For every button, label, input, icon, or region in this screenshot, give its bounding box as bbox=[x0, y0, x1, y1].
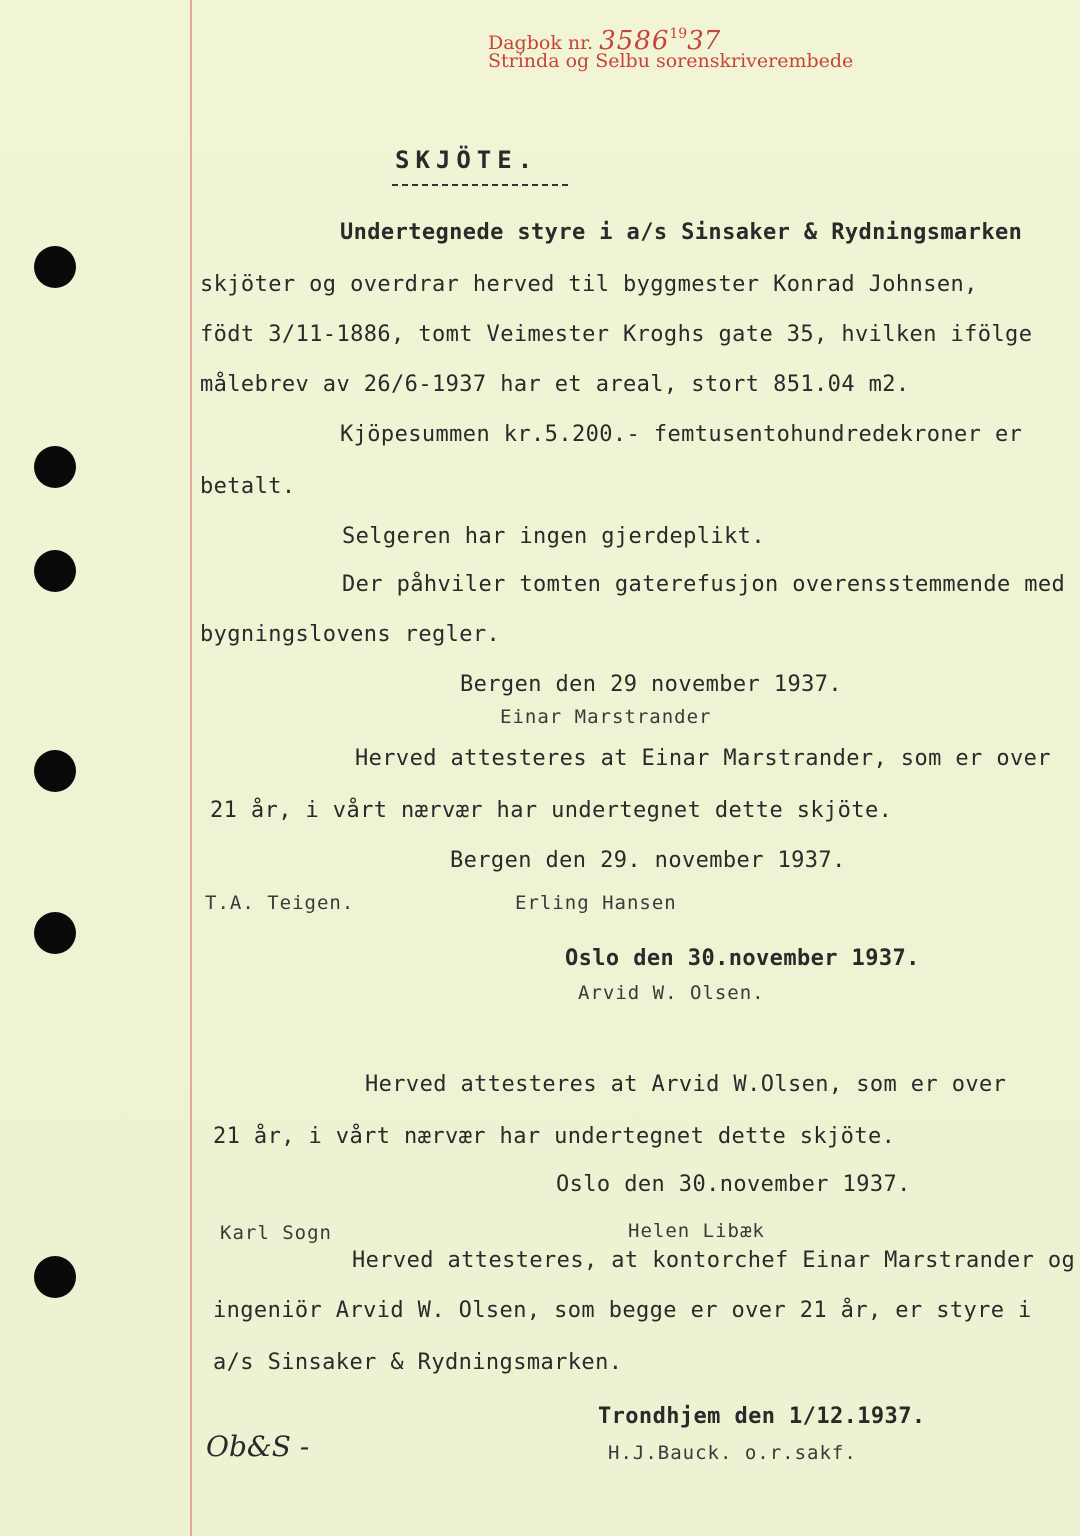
signature-name: Einar Marstrander bbox=[500, 706, 712, 728]
dagbok-label: Dagbok nr. bbox=[488, 32, 594, 54]
text-line: Der påhviler tomten gaterefusjon overensstemmende med bbox=[342, 572, 1066, 597]
witness-name: T.A. Teigen. bbox=[205, 892, 355, 914]
text-line: födt 3/11-1886, tomt Veimester Kroghs gate 35, hvilken ifölge bbox=[200, 322, 1033, 347]
punch-hole bbox=[34, 550, 76, 592]
dagbok-year-handwritten: 37 bbox=[687, 26, 721, 56]
text-line: a/s Sinsaker & Rydningsmarken. bbox=[213, 1350, 623, 1375]
witness-name: Erling Hansen bbox=[515, 892, 677, 914]
signature-name: H.J.Bauck. o.r.sakf. bbox=[608, 1442, 857, 1464]
dagbok-number: 3586 bbox=[599, 26, 670, 56]
witness-name: Karl Sogn bbox=[220, 1222, 332, 1244]
punch-hole bbox=[34, 446, 76, 488]
place-date-line: Bergen den 29. november 1937. bbox=[450, 848, 846, 873]
place-date-line: Trondhjem den 1/12.1937. bbox=[598, 1404, 926, 1429]
document-title: SKJÖTE. bbox=[395, 146, 539, 174]
punch-hole bbox=[34, 1256, 76, 1298]
text-line: Herved attesteres at Arvid W.Olsen, som er over bbox=[365, 1072, 1007, 1097]
text-line: skjöter og overdrar herved til byggmester Konrad Johnsen, bbox=[200, 272, 978, 297]
witness-name: Helen Libæk bbox=[628, 1220, 765, 1242]
text-line: 21 år, i vårt nærvær har undertegnet dette skjöte. bbox=[210, 798, 893, 823]
punch-hole bbox=[34, 912, 76, 954]
place-date-line: Bergen den 29 november 1937. bbox=[460, 672, 843, 697]
title-underline bbox=[392, 184, 568, 186]
place-date-line: Oslo den 30.november 1937. bbox=[556, 1172, 911, 1197]
signature-name: Arvid W. Olsen. bbox=[578, 982, 765, 1004]
handwritten-initials: Ob&S - bbox=[206, 1430, 310, 1463]
punch-hole bbox=[34, 750, 76, 792]
punch-hole bbox=[34, 246, 76, 288]
text-line: Undertegnede styre i a/s Sinsaker & Rydningsmarken bbox=[340, 220, 1023, 245]
text-line: Herved attesteres, at kontorchef Einar Marstrander og bbox=[352, 1248, 1076, 1273]
text-line: betalt. bbox=[200, 474, 296, 499]
text-line: ingeniör Arvid W. Olsen, som begge er over 21 år, er styre i bbox=[213, 1298, 1032, 1323]
text-line: 21 år, i vårt nærvær har undertegnet dette skjöte. bbox=[213, 1124, 896, 1149]
text-line: målebrev av 26/6-1937 har et areal, stort 851.04 m2. bbox=[200, 372, 910, 397]
text-line: bygningslovens regler. bbox=[200, 622, 501, 647]
text-line: Herved attesteres at Einar Marstrander, som er over bbox=[355, 746, 1051, 771]
text-line: Kjöpesummen kr.5.200.- femtusentohundredekroner er bbox=[340, 422, 1023, 447]
place-date-line: Oslo den 30.november 1937. bbox=[565, 946, 920, 971]
text-line: Selgeren har ingen gjerdeplikt. bbox=[342, 524, 765, 549]
margin-line bbox=[190, 0, 192, 1536]
dagbok-year-printed: 19 bbox=[669, 26, 688, 42]
office-stamp: Strinda og Selbu sorenskriverembede bbox=[488, 50, 854, 72]
